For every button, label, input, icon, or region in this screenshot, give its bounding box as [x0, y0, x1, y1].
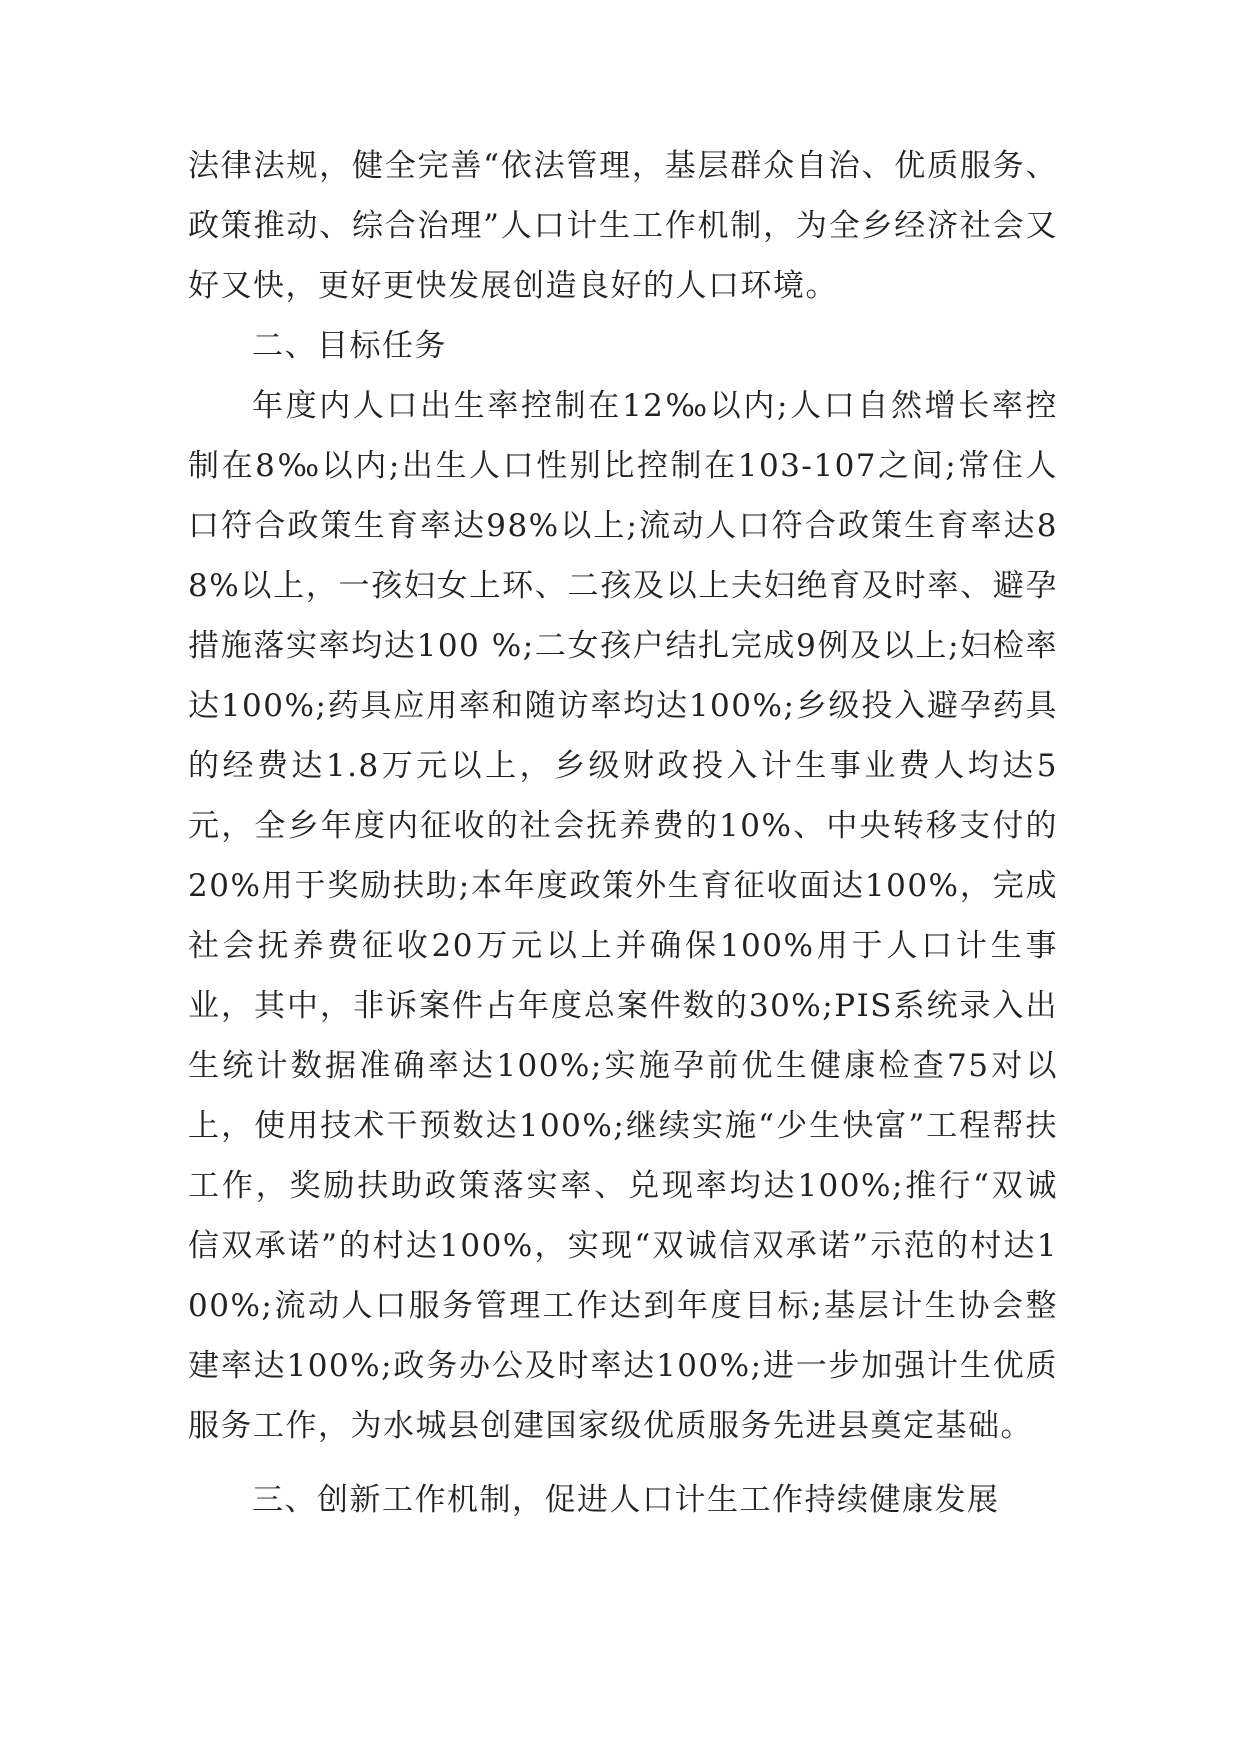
section-heading-goals: 二、目标任务 [252, 328, 447, 364]
document-body [188, 136, 1058, 1530]
goals-paragraph: 年度内人口出生率控制在12‰以内;人口自然增长率控制在8‰以内;出生人口性别比控制在103-107之间;常住人口符合政策生育率达98%以上;流动人口符合政策生育率达88%以上，一孩妇女上环、二孩及以上夫妇绝育及时率、避孕措施落实率均达100 %;二女孩户结扎完成9例及以上;妇检率达100%;药具应用率和随访率均达100%;乡级投入避孕药具的经费达1.8万元以上，乡级财政投入计生事业费人均达5元，全乡年度内征收的社会抚养费的10%、中央转移支付的20%用于奖励扶助;本年度政策外生育征收面达100%，完成社会抚养费征收20万元以上并确保100%用于人口计生事业，其中，非诉案件占年度总案件数的30%;PIS系统录入出生统计数据准确率达100%;实施孕前优生健康检查75对以上，使用技术干预数达100%;继续实施“少生快富”工程帮扶工作，奖励扶助政策落实率、兑现率均达100%;推行“双诚信双承诺”的村达100%，实现“双诚信双承诺”示范的村达100%;流动人口服务管理工作达到年度目标;基层计生协会整建率达100%;政务办公及时率达100%;进一步加强计生优质服务工作，为水城县创建国家级优质服务先进县奠定基础。 [188, 388, 1058, 1444]
section-heading-mechanism: 三、创新工作机制，促进人口计生工作持续健康发展 [252, 1482, 1000, 1518]
continuation-paragraph: 法律法规，健全完善“依法管理，基层群众自治、优质服务、政策推动、综合治理”人口计生工作机制，为全乡经济社会又好又快，更好更快发展创造良好的人口环境。 [188, 148, 1058, 304]
